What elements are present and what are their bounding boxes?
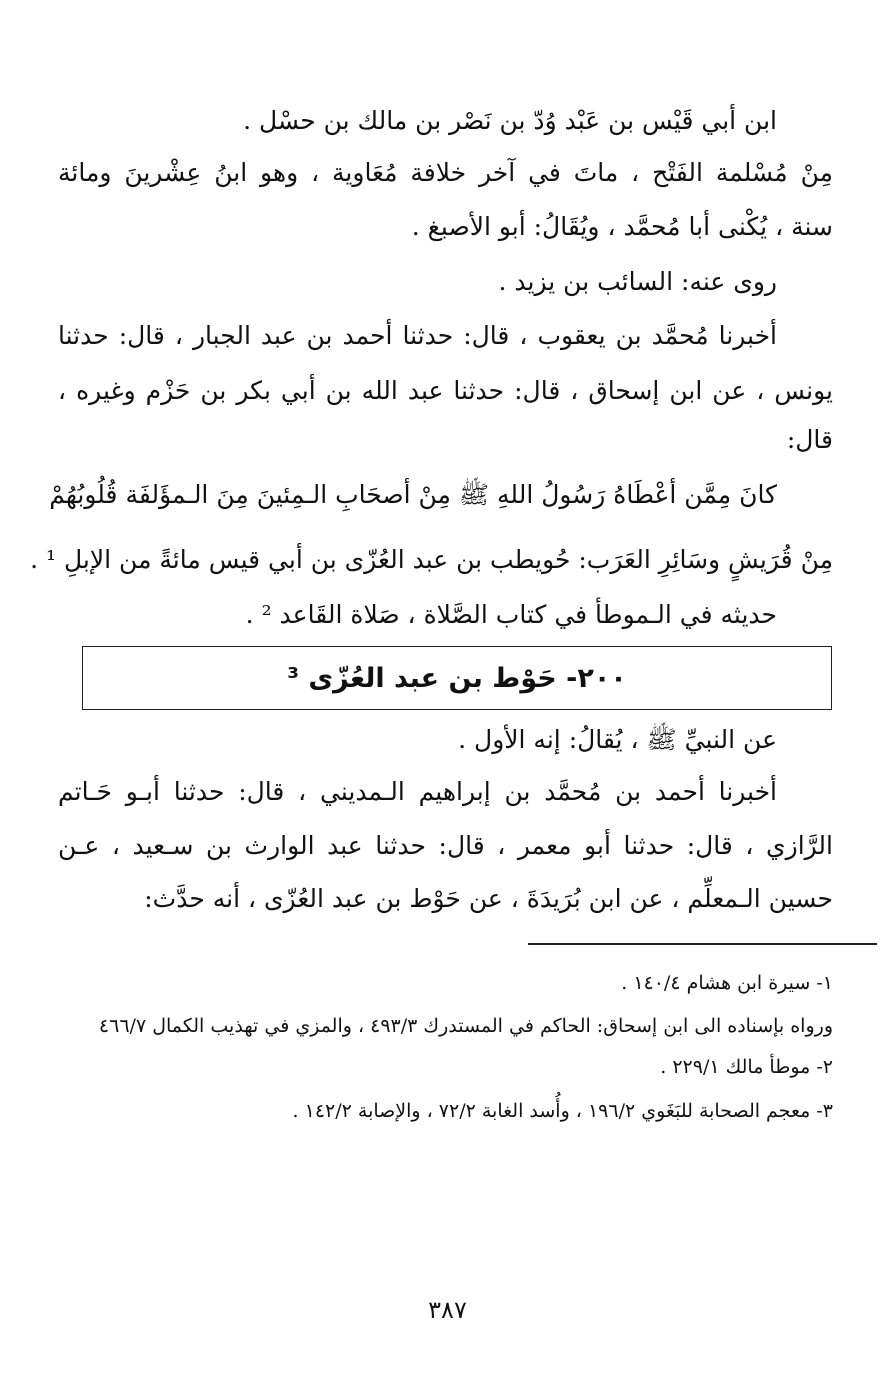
- body-line: أخبرنا أحمد بن مُحمَّد بن إبراهيم الـمديني ، قال: حدثنا أبـو حَـاتم: [58, 777, 777, 806]
- footnote: ١- سيرة ابن هشام ١٤٠/٤ .: [621, 972, 833, 994]
- body-line: حسين الـمعلِّم ، عن ابن بُرَيدَةَ ، عن حَوْط بن عبد العُزّى ، أنه حدَّث:: [144, 884, 833, 913]
- body-line: قال:: [786, 425, 833, 454]
- body-line: حديثه في الـموطأ في كتاب الصَّلاة ، صَلاة القَاعد ² .: [245, 600, 777, 629]
- section-title: ٢٠٠- حَوْط بن عبد العُزّى ³: [287, 662, 627, 694]
- hadith-line: كانَ مِمَّن أعْطَاهُ رَسُولُ اللهِ ﷺ مِنْ أصحَابِ الـمِئينَ مِنَ الـمؤَلفَة قُلُوبُهُمْ: [49, 480, 777, 509]
- footnote: ٢- موطأ مالك ٢٢٩/١ .: [660, 1056, 833, 1078]
- page-number: ٣٨٧: [428, 1296, 467, 1324]
- body-line: روى عنه: السائب بن يزيد .: [498, 267, 777, 296]
- body-line: مِنْ مُسْلمة الفَتْح ، ماتَ في آخر خلافة مُعَاوية ، وهو ابنُ عِشْرينَ ومائة: [58, 158, 833, 187]
- body-line: ابن أبي قَيْس بن عَبْد وُدّ بن نَصْر بن مالك بن حسْل .: [243, 106, 777, 135]
- hadith-line: مِنْ قُرَيشٍ وسَائِرِ العَرَب: حُويطب بن عبد العُزّى بن أبي قيس مائةً من الإبلِ ¹ .: [30, 545, 833, 574]
- footnote-separator: [528, 943, 877, 945]
- footnote: ورواه بإسناده الى ابن إسحاق: الحاكم في المستدرك ٤٩٣/٣ ، والمزي في تهذيب الكمال ٤٦٦/٧: [98, 1015, 833, 1037]
- body-line: أخبرنا مُحمَّد بن يعقوب ، قال: حدثنا أحمد بن عبد الجبار ، قال: حدثنا: [58, 321, 777, 350]
- body-line: عن النبيِّ ﷺ ، يُقالُ: إنه الأول .: [458, 725, 777, 754]
- section-title-box: [82, 646, 832, 710]
- body-line: الرَّازي ، قال: حدثنا أبو معمر ، قال: حدثنا عبد الوارث بن سـعيد ، عـن: [58, 831, 833, 860]
- body-line: يونس ، عن ابن إسحاق ، قال: حدثنا عبد الله بن أبي بكر بن حَزْم وغيره ،: [58, 376, 833, 405]
- footnote: ٣- معجم الصحابة للبَغَوي ١٩٦/٢ ، وأُسد الغابة ٧٢/٢ ، والإصابة ١٤٢/٢ .: [292, 1100, 833, 1122]
- body-line: سنة ، يُكْنى أبا مُحمَّد ، ويُقَالُ: أبو الأصبغ .: [411, 212, 833, 241]
